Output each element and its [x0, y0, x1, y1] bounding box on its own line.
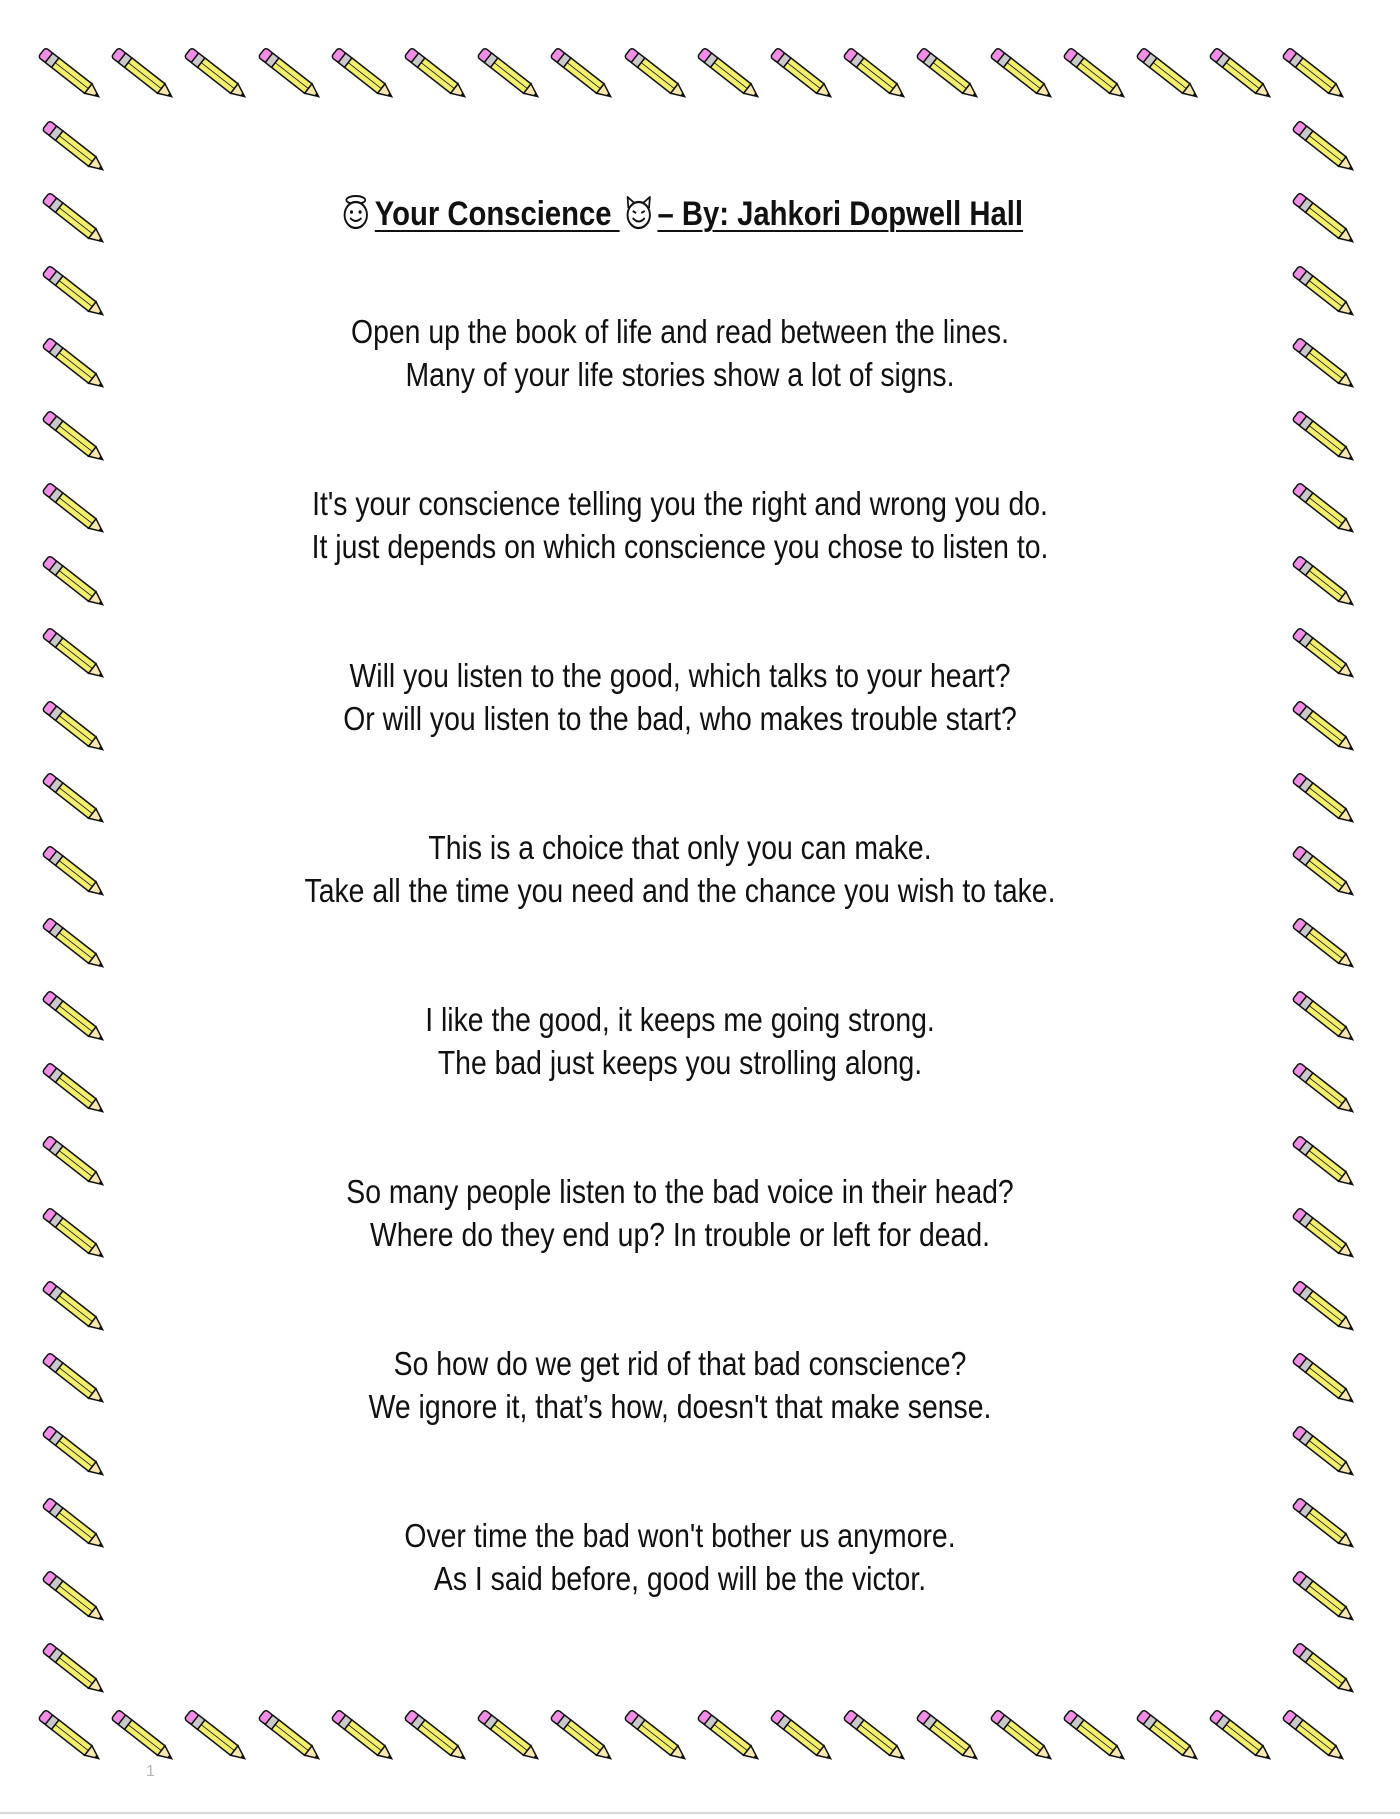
pencil-icon: [323, 1702, 405, 1772]
pencil-icon: [1284, 403, 1366, 473]
pencil-icon: [982, 1702, 1064, 1772]
pencil-icon: [34, 1345, 116, 1415]
pencil-icon: [34, 1273, 116, 1343]
pencil-icon: [34, 475, 116, 545]
pencil-icon: [1284, 838, 1366, 908]
pencil-icon: [176, 40, 258, 110]
pencil-icon: [1284, 1418, 1366, 1488]
pencil-icon: [34, 838, 116, 908]
stanza: [180, 310, 1180, 482]
pencil-icon: [34, 620, 116, 690]
pencil-icon: [103, 1702, 185, 1772]
pencil-icon: [1284, 620, 1366, 690]
poem-title: [250, 186, 1110, 242]
poem-line: I like the good, it keeps me going strong.: [425, 1001, 935, 1038]
pencil-icon: [1284, 185, 1366, 255]
pencil-icon: [1284, 1128, 1366, 1198]
pencil-icon: [34, 113, 116, 183]
pencil-icon: [1284, 1345, 1366, 1415]
pencil-icon: [1128, 40, 1210, 110]
pencil-icon: [1284, 765, 1366, 835]
pencil-icon: [34, 1490, 116, 1560]
pencil-icon: [1274, 1702, 1356, 1772]
pencil-icon: [34, 1563, 116, 1633]
pencil-icon: [34, 1635, 116, 1705]
poem-line: This is a choice that only you can make.: [428, 829, 932, 866]
pencil-icon: [1201, 40, 1283, 110]
pencil-icon: [176, 1702, 258, 1772]
pencil-icon: [1284, 693, 1366, 763]
poem-line: We ignore it, that’s how, doesn't that make sense.: [368, 1388, 992, 1425]
pencil-icon: [689, 40, 771, 110]
pencil-icon: [542, 40, 624, 110]
pencil-icon: [1284, 1635, 1366, 1705]
pencil-icon: [542, 1702, 624, 1772]
pencil-icon: [34, 910, 116, 980]
pencil-icon: [34, 693, 116, 763]
pencil-icon: [835, 40, 917, 110]
devil-face-icon: [623, 194, 654, 230]
pencil-icon: [1284, 1200, 1366, 1270]
pencil-icon: [1274, 40, 1356, 110]
stanza: [180, 1342, 1180, 1514]
page-bottom-divider: [0, 1812, 1400, 1814]
pencil-icon: [103, 40, 185, 110]
poem-line: Over time the bad won't bother us anymore.: [404, 1517, 956, 1554]
pencil-icon: [1284, 1490, 1366, 1560]
pencil-icon: [908, 40, 990, 110]
pencil-icon: [34, 1128, 116, 1198]
pencil-icon: [1055, 40, 1137, 110]
pencil-icon: [616, 1702, 698, 1772]
pencil-icon: [323, 40, 405, 110]
poem-line: So many people listen to the bad voice in their head?: [346, 1173, 1014, 1210]
poem-line: As I said before, good will be the victor.: [433, 1560, 927, 1597]
poem-line: It's your conscience telling you the right and wrong you do.: [312, 485, 1048, 522]
pencil-icon: [250, 40, 332, 110]
poem-line: Open up the book of life and read between the lines.: [351, 313, 1009, 350]
stanza-list: [180, 310, 1180, 1686]
stanza: [180, 826, 1180, 998]
stanza: [180, 998, 1180, 1170]
poem-line: So how do we get rid of that bad conscience?: [393, 1345, 967, 1382]
poem-line: Where do they end up? In trouble or left for dead.: [369, 1216, 991, 1253]
pencil-icon: [34, 983, 116, 1053]
pencil-icon: [34, 765, 116, 835]
pencil-icon: [34, 185, 116, 255]
pencil-icon: [34, 548, 116, 618]
pencil-icon: [1284, 475, 1366, 545]
pencil-icon: [835, 1702, 917, 1772]
pencil-icon: [689, 1702, 771, 1772]
pencil-icon: [1284, 910, 1366, 980]
pencil-icon: [1284, 1055, 1366, 1125]
pencil-icon: [34, 1055, 116, 1125]
pencil-icon: [616, 40, 698, 110]
pencil-icon: [469, 40, 551, 110]
page-number: 1: [146, 1763, 155, 1780]
poem-line: The bad just keeps you strolling along.: [437, 1044, 923, 1081]
pencil-icon: [396, 1702, 478, 1772]
pencil-icon: [30, 40, 112, 110]
pencil-icon: [34, 1418, 116, 1488]
angel-face-icon: [340, 194, 371, 230]
poem-line: It just depends on which conscience you chose to listen to.: [311, 528, 1049, 565]
pencil-icon: [469, 1702, 551, 1772]
poem: [180, 186, 1180, 1686]
pencil-icon: [250, 1702, 332, 1772]
pencil-icon: [34, 258, 116, 328]
poem-line: Take all the time you need and the chance you wish to take.: [304, 872, 1056, 909]
pencil-icon: [908, 1702, 990, 1772]
pencil-icon: [30, 1702, 112, 1772]
pencil-icon: [1284, 1563, 1366, 1633]
pencil-icon: [34, 1200, 116, 1270]
pencil-icon: [396, 40, 478, 110]
pencil-icon: [1201, 1702, 1283, 1772]
pencil-icon: [982, 40, 1064, 110]
pencil-icon: [1284, 113, 1366, 183]
pencil-icon: [762, 1702, 844, 1772]
pencil-icon: [1284, 548, 1366, 618]
pencil-icon: [1128, 1702, 1210, 1772]
title-byline: – By: Jahkori Dopwell Hall: [657, 195, 1024, 233]
title-text: Your Conscience: [374, 195, 612, 233]
pencil-icon: [762, 40, 844, 110]
stanza: [180, 654, 1180, 826]
stanza: [180, 1514, 1180, 1686]
poem-line: Will you listen to the good, which talks to your heart?: [349, 657, 1011, 694]
stanza: [180, 1170, 1180, 1342]
pencil-icon: [1055, 1702, 1137, 1772]
poem-line: Many of your life stories show a lot of signs.: [405, 356, 955, 393]
pencil-icon: [34, 330, 116, 400]
pencil-icon: [1284, 330, 1366, 400]
stanza: [180, 482, 1180, 654]
pencil-icon: [34, 403, 116, 473]
poem-line: Or will you listen to the bad, who makes trouble start?: [343, 700, 1017, 737]
pencil-icon: [1284, 983, 1366, 1053]
pencil-icon: [1284, 1273, 1366, 1343]
pencil-icon: [1284, 258, 1366, 328]
